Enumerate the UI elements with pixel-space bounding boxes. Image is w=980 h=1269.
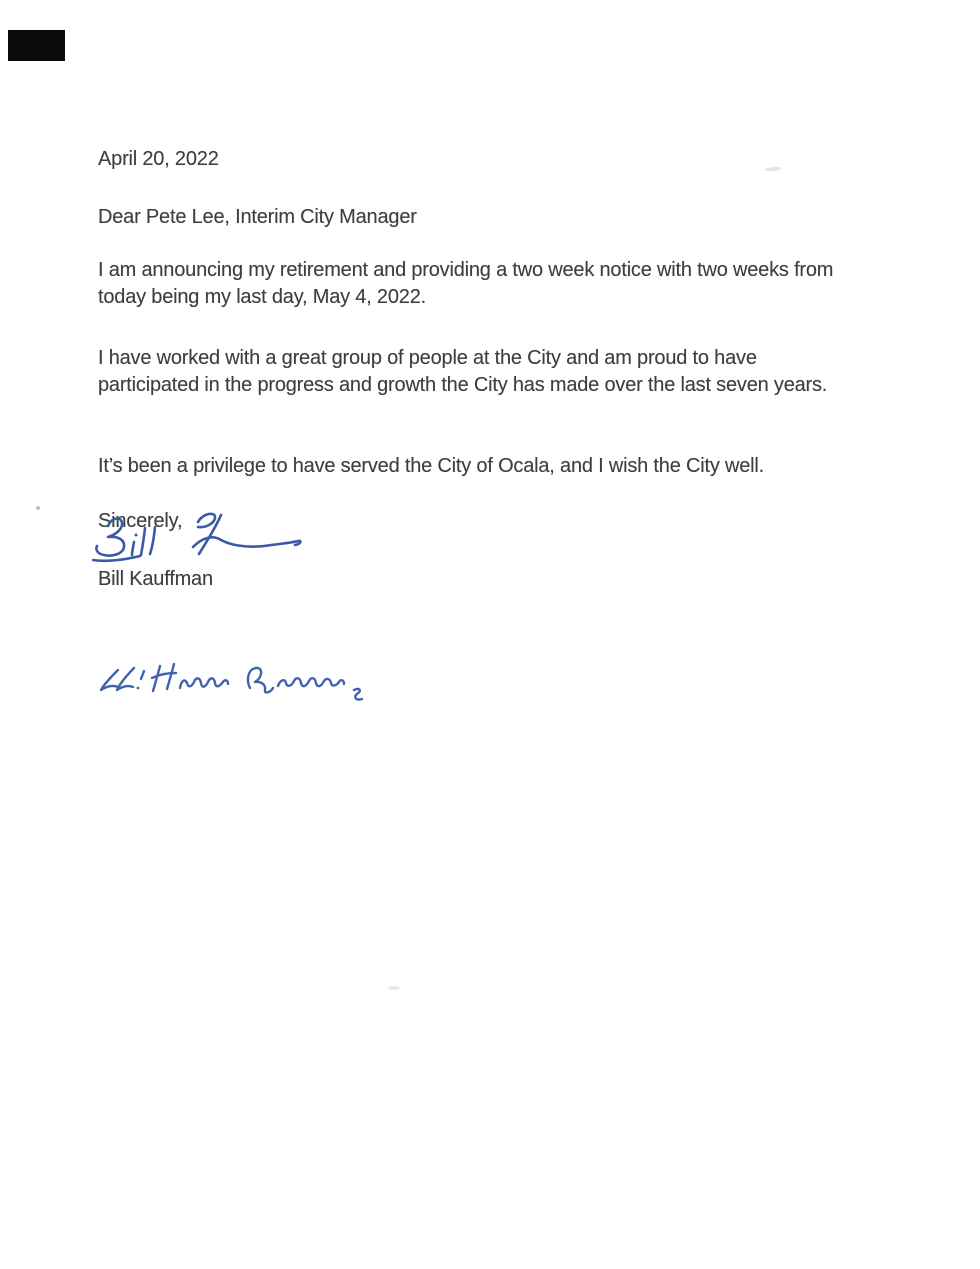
scan-artifact [388,986,400,990]
scan-artifact [36,506,40,510]
letter-closing: Sincerely, [98,510,183,532]
handwritten-signature-bill-kauffman [92,510,304,566]
letter-paragraph-1: I am announcing my retirement and providing a two week notice with two weeks from today being my last day, May 4, 2022. [98,259,834,308]
handwritten-cc-note [98,658,400,706]
scan-artifact [765,166,781,172]
letter-typed-name: Bill Kauffman [98,568,213,590]
redaction-block [8,30,65,61]
letter-paragraph-2: I have worked with a great group of people at the City and am proud to have participated in the progress and growth the City has made over the last seven years. [98,347,828,396]
letter-date: April 20, 2022 [98,148,219,170]
letter-paragraph-3: It’s been a privilege to have served the City of Ocala, and I wish the City well. [98,455,764,477]
letter-salutation: Dear Pete Lee, Interim City Manager [98,206,417,228]
